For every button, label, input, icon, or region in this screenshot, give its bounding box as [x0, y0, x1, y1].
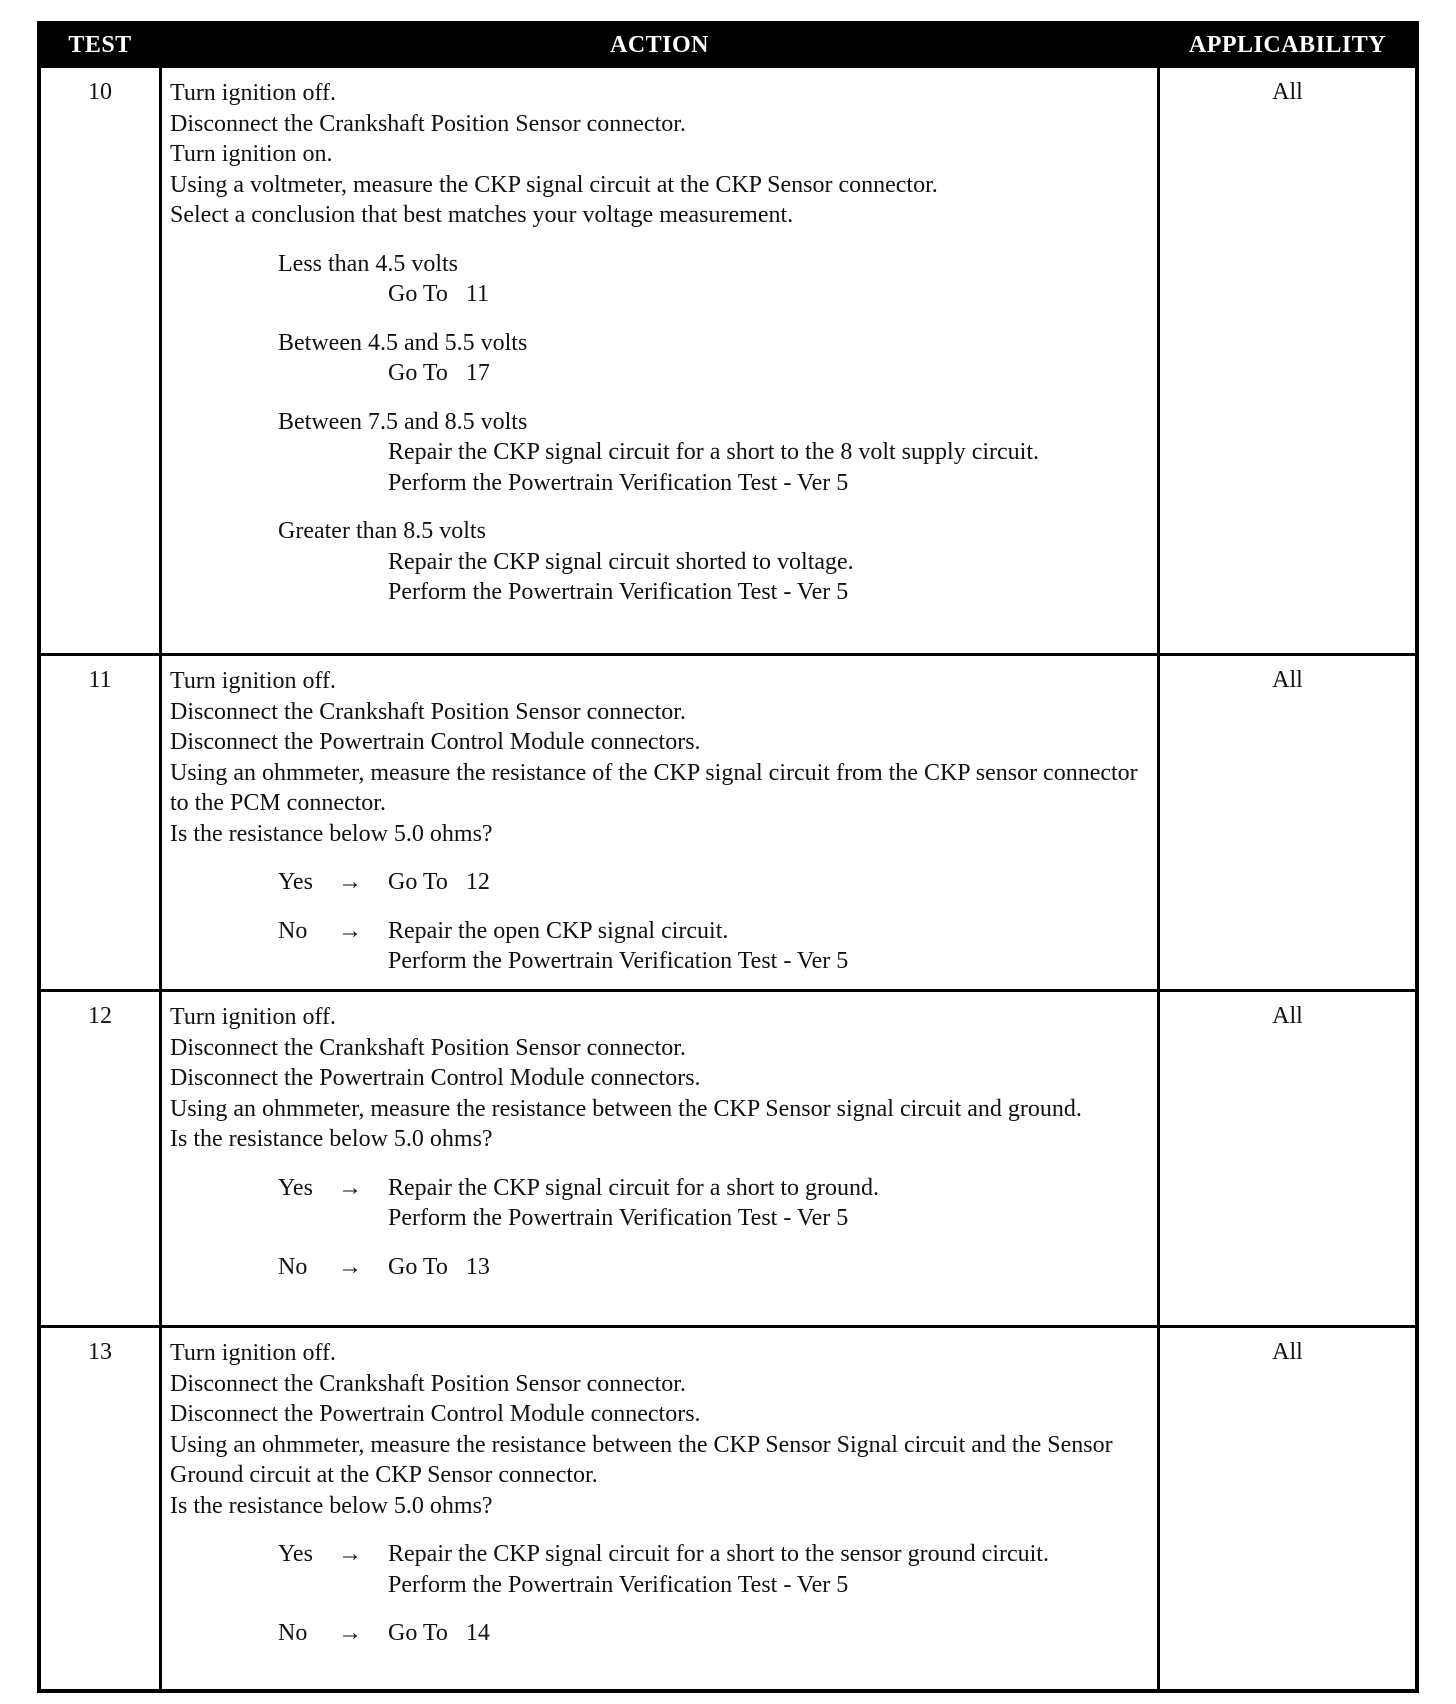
step-text: Using an ohmmeter, measure the resistance of the CKP signal circuit from the CKP sensor connector to the PCM connector. — [170, 759, 1138, 816]
header-test: TEST — [68, 31, 132, 58]
conclusion-option — [170, 407, 1151, 499]
arrow-icon: → — [338, 869, 362, 895]
test-number: 10 — [88, 79, 112, 105]
step-text: Disconnect the Powertrain Control Module connectors. — [170, 729, 701, 755]
condition-text: Between 4.5 and 5.5 volts — [278, 329, 528, 356]
answer-no — [170, 916, 1151, 977]
answer-yes — [170, 1173, 1151, 1234]
result-text: Go To 17 — [388, 360, 490, 386]
step-text: Disconnect the Powertrain Control Module connectors. — [170, 1401, 701, 1427]
step-text: Disconnect the Crankshaft Position Sensor connector. — [170, 1034, 686, 1061]
step-text: Disconnect the Powertrain Control Module connectors. — [170, 1065, 701, 1091]
step-text: Using an ohmmeter, measure the resistance between the CKP Sensor Signal circuit and the Sensor Ground circuit at the CKP Sensor connector. — [170, 1431, 1113, 1488]
test-number: 12 — [88, 1003, 112, 1029]
conclusion-option — [170, 328, 1151, 389]
answer-yes — [170, 867, 1151, 898]
action-cell — [159, 1328, 1160, 1689]
header-applicability: APPLICABILITY — [1188, 31, 1387, 58]
result-text: Perform the Powertrain Verification Test - Ver 5 — [388, 469, 849, 496]
header-action: ACTION — [609, 31, 709, 58]
result-text: Go To 13 — [388, 1253, 490, 1280]
step-text: Is the resistance below 5.0 ohms? — [170, 820, 493, 847]
step-text: Is the resistance below 5.0 ohms? — [170, 1126, 493, 1152]
result-text: Repair the CKP signal circuit for a short to the sensor ground circuit. — [388, 1541, 1049, 1567]
answer-label: No — [278, 917, 308, 944]
condition-text: Between 7.5 and 8.5 volts — [278, 408, 528, 435]
result-text: Go To 11 — [388, 281, 489, 307]
result-text: Perform the Powertrain Verification Test - Ver 5 — [388, 579, 849, 605]
step-text: Turn ignition off. — [170, 1340, 337, 1366]
result-text: Repair the open CKP signal circuit. — [388, 917, 729, 944]
step-text: Turn ignition off. — [170, 668, 337, 694]
condition-text: Less than 4.5 volts — [278, 250, 458, 277]
answer-label: No — [278, 1620, 308, 1646]
result-text: Perform the Powertrain Verification Test - Ver 5 — [388, 1571, 849, 1598]
step-text: Disconnect the Crankshaft Position Sensor connector. — [170, 698, 686, 725]
applicability-cell: All — [1272, 79, 1303, 105]
applicability-cell: All — [1272, 1339, 1303, 1365]
table-row — [41, 1325, 1415, 1689]
arrow-icon: → — [338, 1174, 362, 1201]
answer-label: No — [278, 1253, 308, 1280]
result-text: Go To 12 — [388, 869, 490, 895]
step-text: Select a conclusion that best matches your voltage measurement. — [170, 202, 794, 228]
result-text: Repair the CKP signal circuit shorted to voltage. — [388, 548, 854, 575]
action-cell — [159, 656, 1160, 989]
result-text: Perform the Powertrain Verification Test - Ver 5 — [388, 1205, 849, 1231]
arrow-icon: → — [338, 1253, 362, 1280]
step-text: Disconnect the Crankshaft Position Sensor connector. — [170, 110, 686, 137]
action-cell — [159, 68, 1160, 653]
step-text: Turn ignition off. — [170, 80, 337, 106]
step-text: Disconnect the Crankshaft Position Sensor connector. — [170, 1370, 686, 1397]
applicability-cell: All — [1272, 667, 1303, 693]
table-row — [41, 989, 1415, 1325]
test-number: 13 — [88, 1339, 112, 1365]
answer-label: Yes — [278, 1174, 313, 1201]
result-text: Go To 14 — [388, 1620, 490, 1646]
arrow-icon: → — [338, 1541, 362, 1567]
table-row — [41, 653, 1415, 989]
table-header — [41, 25, 1415, 65]
answer-no — [170, 1618, 1151, 1649]
arrow-icon: → — [338, 917, 362, 944]
step-text: Is the resistance below 5.0 ohms? — [170, 1492, 493, 1519]
applicability-cell: All — [1272, 1003, 1303, 1029]
conclusion-option — [170, 516, 1151, 608]
step-text: Using a voltmeter, measure the CKP signal circuit at the CKP Sensor connector. — [170, 171, 938, 198]
answer-label: Yes — [278, 1541, 313, 1567]
diagnostic-table — [37, 21, 1419, 1693]
step-text: Turn ignition off. — [170, 1004, 337, 1030]
answer-yes — [170, 1539, 1151, 1600]
result-text: Repair the CKP signal circuit for a short to the 8 volt supply circuit. — [388, 439, 1039, 465]
test-number: 11 — [88, 667, 112, 693]
conclusion-option — [170, 249, 1151, 310]
table-row — [41, 65, 1415, 653]
result-text: Repair the CKP signal circuit for a short to ground. — [388, 1174, 880, 1201]
condition-text: Greater than 8.5 volts — [278, 518, 486, 544]
action-cell — [159, 992, 1160, 1325]
step-text: Using an ohmmeter, measure the resistance between the CKP Sensor signal circuit and ground. — [170, 1095, 1082, 1122]
answer-label: Yes — [278, 869, 313, 895]
result-text: Perform the Powertrain Verification Test - Ver 5 — [388, 948, 849, 974]
arrow-icon: → — [338, 1620, 362, 1646]
answer-no — [170, 1252, 1151, 1283]
step-text: Turn ignition on. — [170, 141, 333, 167]
